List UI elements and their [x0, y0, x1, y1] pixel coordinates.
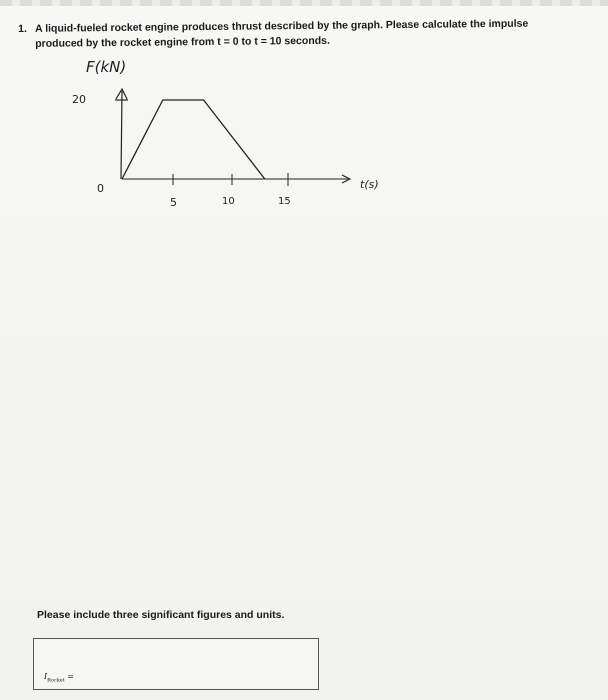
thrust-curve: [122, 100, 265, 179]
x-tick-label-15: 15: [278, 196, 291, 207]
y-tick-label: 20: [72, 93, 86, 106]
origin-label: 0: [97, 182, 104, 195]
question-number: 1.: [18, 22, 27, 35]
thrust-graph: [60, 55, 420, 225]
instruction-text: Please include three significant figures and units.: [37, 609, 285, 621]
y-axis-label: F(kN): [86, 58, 127, 76]
answer-label-sub: Rocket: [47, 677, 65, 684]
x-tick-label-5: 5: [170, 196, 177, 209]
page-top-edge: [0, 0, 608, 6]
y-axis: [121, 91, 122, 179]
answer-label: [44, 672, 74, 684]
answer-box[interactable]: [33, 638, 319, 690]
x-tick-label-10: 10: [222, 196, 235, 207]
answer-label-equals: =: [64, 672, 74, 681]
question-block: [18, 16, 578, 50]
x-axis-label: t(s): [360, 178, 379, 191]
answer-label-main: I: [44, 672, 48, 681]
question-text: A liquid-fueled rocket engine produces thrust described by the graph. Please calculate the impulse produced by the rocket engine from t = 0 to t = 10 seconds.: [35, 17, 529, 50]
